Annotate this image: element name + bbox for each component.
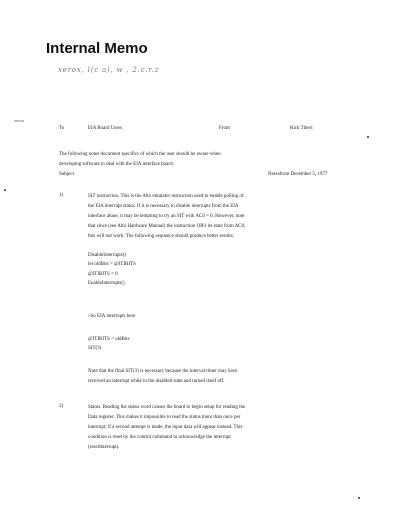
section-1-line: that since (see Alto Hardware Manual) the instruction OR's its state from AC0, <box>88 224 246 229</box>
scan-speck <box>4 189 6 191</box>
intro-line-2: developing software to deal with the EIA interface board. <box>59 162 174 167</box>
code-line: SIT(3) <box>88 346 102 351</box>
section-2-line: (resetInterrupt). <box>88 445 120 450</box>
section-2-line: Data register. This makes it impossible to read the status more than once per <box>88 415 241 420</box>
handwritten-note: xerox, l(c a), w , 2.c.r.z <box>58 66 160 74</box>
subject-label: Subject <box>59 172 74 177</box>
note-line: Note that the final SIT(3) is necessary because the interval timer may have <box>88 369 238 374</box>
code-line: @ITIBITS = 0 <box>88 272 118 277</box>
code-line: DisableInterrupts() <box>88 253 127 258</box>
scan-speck <box>367 136 369 138</box>
code-line: EnableInterrupts() <box>88 281 125 286</box>
section-1-line: the EIA interrupt status. If it is necessary to disable interrupts from the EIA <box>88 204 239 209</box>
section-1-line: interface alone, it may be tempting to try an SIT with AC0 = 0. However, note <box>88 214 245 219</box>
code-line: @ITIBITS = oldBits <box>88 337 130 342</box>
note-line: received an interrupt while in the disabled state and turned itself off. <box>88 379 225 384</box>
code-comment: //no EIA interrupts here <box>88 314 136 319</box>
code-line: let oldBits = @ITIBITS <box>88 262 136 267</box>
section-2-line: condition is reset by the control command to acknowledge the interrupt <box>88 435 231 440</box>
section-1-line: this will not work. The following sequence should produce better results: <box>88 234 235 239</box>
intro-line-1: The following notes document specifics of which the user should be aware when <box>59 152 221 157</box>
memo-title: Internal Memo <box>46 40 148 57</box>
corner-code: xerox <box>14 118 25 123</box>
section-2-line: Status. Reading the status word causes the board to begin setup for reading the <box>88 405 246 410</box>
from-value: Rick Tiberi <box>290 126 313 131</box>
section-1-number: 1) <box>59 192 64 198</box>
section-2-number: 2) <box>59 403 64 409</box>
section-2-line: interrupt; if a second attempt is made, the input data will appear instead. This <box>88 425 243 430</box>
memo-date: Notesfrom December 5, 1977 <box>268 172 328 177</box>
scan-speck <box>358 497 360 499</box>
section-1-line: SIT instruction. This is the Alto emulator instruction used to enable polling of <box>88 194 244 199</box>
to-label: To <box>59 126 65 131</box>
to-value: EIA Board Users <box>88 126 123 131</box>
from-label: From <box>219 126 230 131</box>
